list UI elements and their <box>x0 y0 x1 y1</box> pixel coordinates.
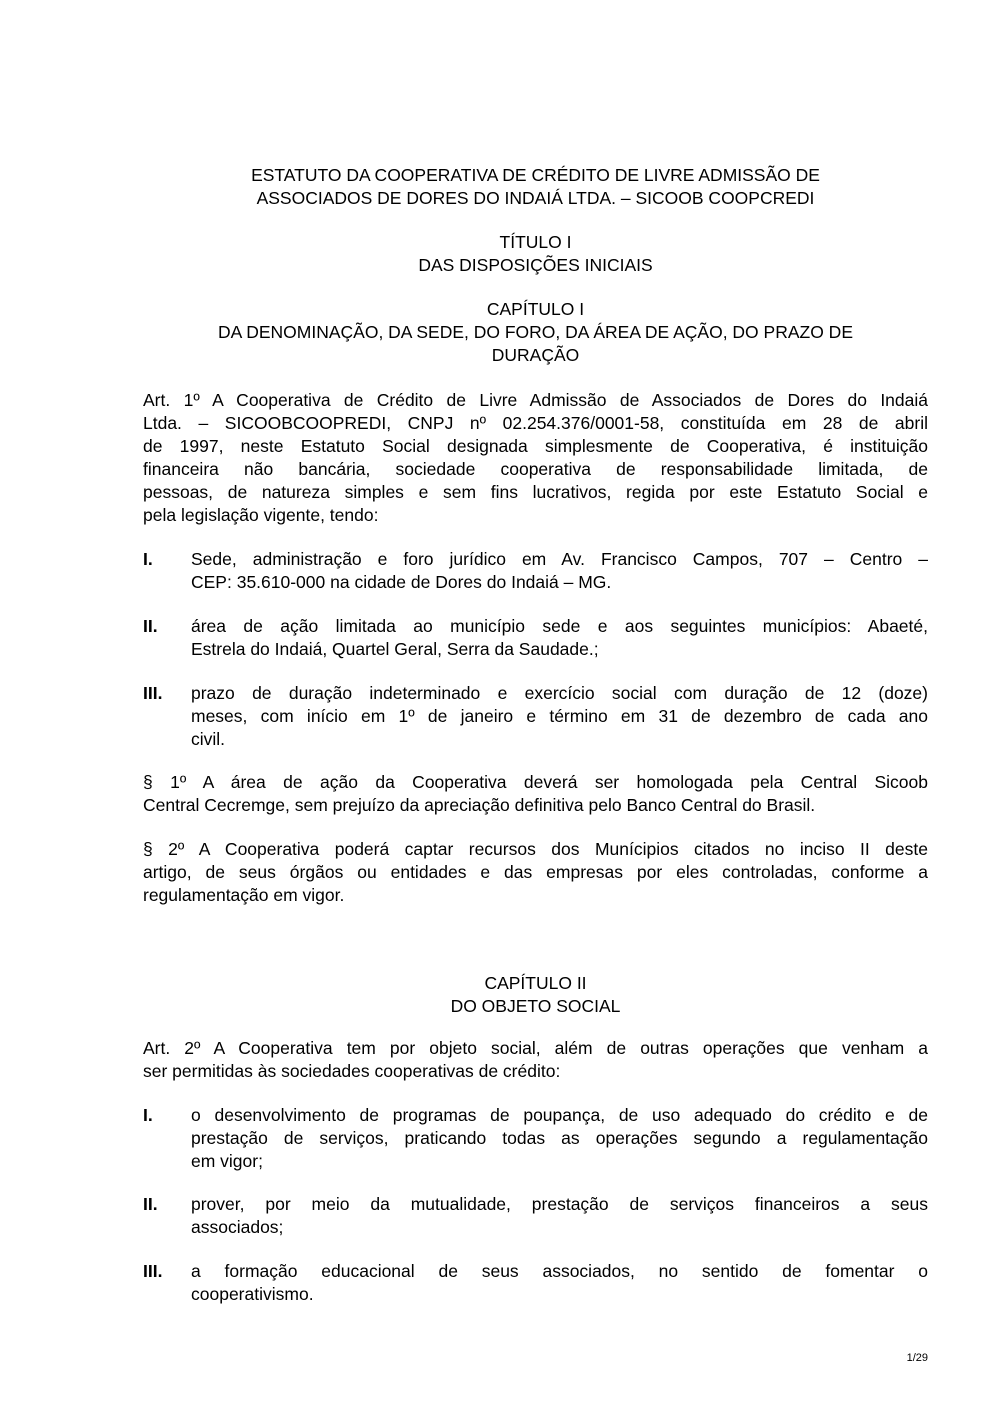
text-line: o desenvolvimento de programas de poupança, de uso adequado do crédito e de <box>191 1105 928 1125</box>
text-line: artigo, de seus órgãos ou entidades e das empresas por eles controladas, conforme a <box>143 862 928 882</box>
article-1-item-1 <box>143 548 928 594</box>
heading-line: DO OBJETO SOCIAL <box>450 996 621 1016</box>
article-2-item-1 <box>143 1104 928 1173</box>
item-numeral: II. <box>143 616 158 636</box>
text-line: em vigor; <box>191 1151 263 1171</box>
text-line: § 1º A área de ação da Cooperativa deverá ser homologada pela Central Sicoob <box>143 772 928 792</box>
article-1 <box>143 389 928 527</box>
item-text <box>191 1260 928 1306</box>
article-1-item-3 <box>143 682 928 751</box>
article-2-item-2 <box>143 1193 928 1239</box>
title-line: ASSOCIADOS DE DORES DO INDAIÁ LTDA. – SICOOB COOPCREDI <box>256 188 815 208</box>
item-text <box>191 615 928 661</box>
capitulo1-heading <box>143 298 928 367</box>
text-line: Estrela do Indaiá, Quartel Geral, Serra da Saudade.; <box>191 639 599 659</box>
text-line: prazo de duração indeterminado e exercício social com duração de 12 (doze) <box>191 683 928 703</box>
text-line: CEP: 35.610-000 na cidade de Dores do Indaiá – MG. <box>191 572 612 592</box>
heading-line: CAPÍTULO II <box>484 973 587 993</box>
text-line: civil. <box>191 729 226 749</box>
text-line: Sede, administração e foro jurídico em Av. Francisco Campos, 707 – Centro – <box>191 549 928 569</box>
article-1-item-2 <box>143 615 928 661</box>
text-line: pela legislação vigente, tendo: <box>143 505 379 525</box>
text-line: Art. 1º A Cooperativa de Crédito de Livre Admissão de Associados de Dores do Indaiá <box>143 390 928 410</box>
item-numeral: I. <box>143 1105 153 1125</box>
title-line: ESTATUTO DA COOPERATIVA DE CRÉDITO DE LIVRE ADMISSÃO DE <box>251 165 820 185</box>
text-line: prover, por meio da mutualidade, prestação de serviços financeiros a seus <box>191 1194 928 1214</box>
item-numeral: III. <box>143 1261 163 1281</box>
article-2 <box>143 1037 928 1083</box>
paragraph-1 <box>143 771 928 817</box>
item-text <box>191 682 928 751</box>
text-line: prestação de serviços, praticando todas as operações segundo a regulamentação <box>191 1128 928 1148</box>
text-line: § 2º A Cooperativa poderá captar recursos dos Munícipios citados no inciso II deste <box>143 839 928 859</box>
heading-line: DA DENOMINAÇÃO, DA SEDE, DO FORO, DA ÁREA DE AÇÃO, DO PRAZO DE <box>218 322 853 342</box>
heading-line: DAS DISPOSIÇÕES INICIAIS <box>418 255 653 275</box>
text-line: área de ação limitada ao município sede e aos seguintes municípios: Abaeté, <box>191 616 928 636</box>
item-numeral: II. <box>143 1194 158 1214</box>
text-line: associados; <box>191 1217 284 1237</box>
article-2-item-3 <box>143 1260 928 1306</box>
capitulo2-heading <box>143 972 928 1018</box>
item-text <box>191 1104 928 1173</box>
text-line: a formação educacional de seus associados, no sentido de fomentar o <box>191 1261 928 1281</box>
text-line: financeira não bancária, sociedade cooperativa de responsabilidade limitada, de <box>143 459 928 479</box>
item-text <box>191 1193 928 1239</box>
text-line: regulamentação em vigor. <box>143 885 345 905</box>
text-line: Art. 2º A Cooperativa tem por objeto social, além de outras operações que venham a <box>143 1038 928 1058</box>
item-numeral: III. <box>143 683 163 703</box>
text-line: Ltda. – SICOOBCOOPREDI, CNPJ nº 02.254.376/0001-58, constituída em 28 de abril <box>143 413 928 433</box>
text-line: cooperativismo. <box>191 1284 314 1304</box>
item-text <box>191 548 928 594</box>
item-numeral: I. <box>143 549 153 569</box>
text-line: ser permitidas às sociedades cooperativas de crédito: <box>143 1061 561 1081</box>
paragraph-2 <box>143 838 928 907</box>
text-line: meses, com início em 1º de janeiro e término em 31 de dezembro de cada ano <box>191 706 928 726</box>
page-number: 1/29 <box>906 1352 928 1364</box>
text-line: de 1997, neste Estatuto Social designada simplesmente de Cooperativa, é instituição <box>143 436 928 456</box>
text-line: pessoas, de natureza simples e sem fins lucrativos, regida por este Estatuto Social e <box>143 482 928 502</box>
text-line: Central Cecremge, sem prejuízo da apreciação definitiva pelo Banco Central do Brasil. <box>143 795 816 815</box>
heading-line: DURAÇÃO <box>491 345 580 365</box>
titulo-heading <box>143 231 928 277</box>
document-title <box>143 164 928 210</box>
heading-line: TÍTULO I <box>499 232 572 252</box>
heading-line: CAPÍTULO I <box>486 299 585 319</box>
